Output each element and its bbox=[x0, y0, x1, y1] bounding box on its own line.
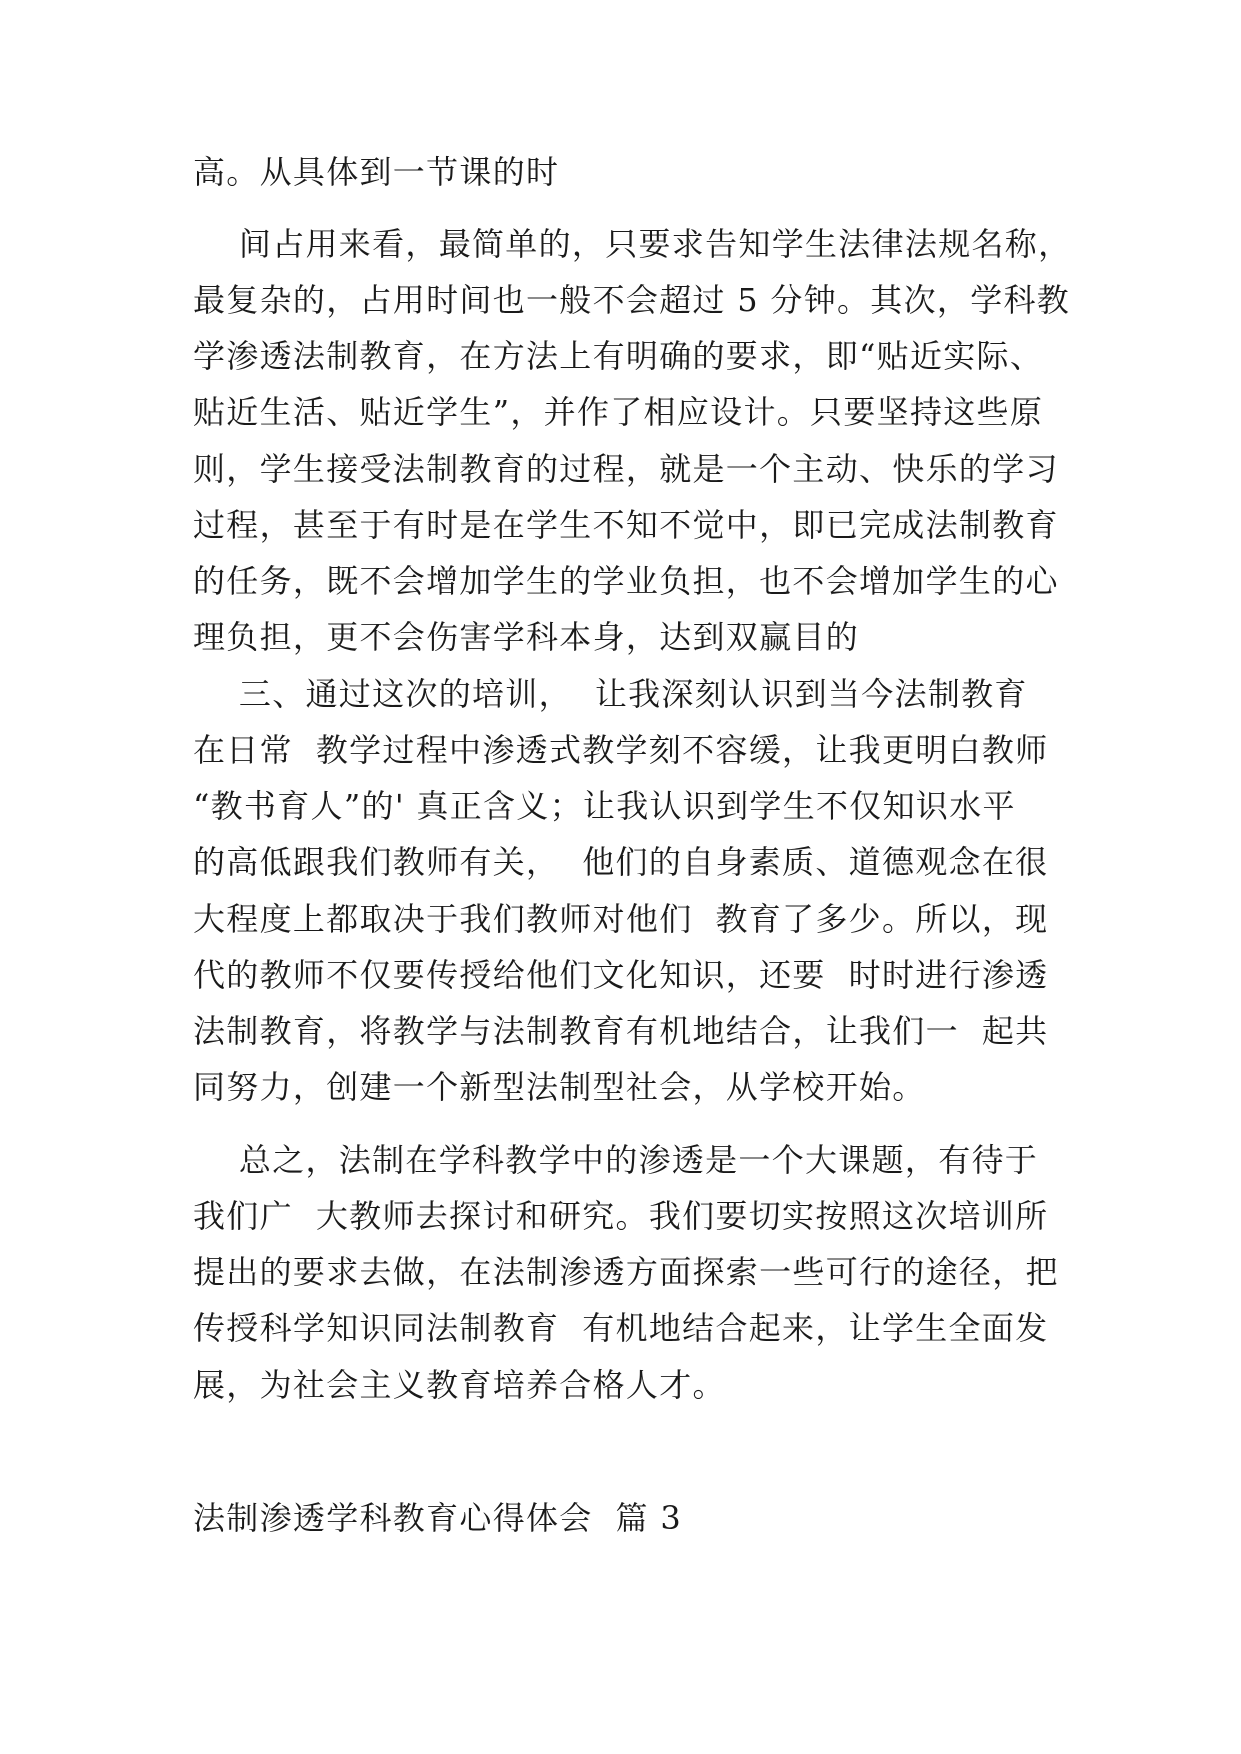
text-line: 代的教师不仅要传授给他们文化知识，还要 时时进行渗透 bbox=[193, 956, 1049, 994]
text-line: 提出的要求去做，在法制渗透方面探索一些可行的途径，把 bbox=[193, 1253, 1059, 1291]
text-line: 过程，甚至于有时是在学生不知不觉中，即已完成法制教育 bbox=[193, 506, 1059, 544]
text-line: 同努力，创建一个新型法制型社会，从学校开始。 bbox=[193, 1068, 926, 1106]
text-line: 大程度上都取决于我们教师对他们 教育了多少。所以，现 bbox=[193, 900, 1049, 938]
text-line: 传授科学知识同法制教育 有机地结合起来，让学生全面发 bbox=[193, 1309, 1049, 1347]
text-line: 理负担，更不会伤害学科本身，达到双赢目的 bbox=[193, 618, 860, 656]
text-line: 最复杂的，占用时间也一般不会超过 5 分钟。其次，学科教 bbox=[193, 281, 1071, 319]
text-line: 的任务，既不会增加学生的学业负担，也不会增加学生的心 bbox=[193, 562, 1059, 600]
text-line: 我们广 大教师去探讨和研究。我们要切实按照这次培训所 bbox=[193, 1197, 1049, 1235]
text-line: 展，为社会主义教育培养合格人才。 bbox=[193, 1366, 726, 1404]
text-line: 则，学生接受法制教育的过程，就是一个主动、快乐的学习 bbox=[193, 450, 1059, 488]
section-heading: 法制渗透学科教育心得体会 篇 3 bbox=[193, 1499, 682, 1537]
text-line: 学渗透法制教育，在方法上有明确的要求，即“贴近实际、 bbox=[193, 337, 1044, 375]
text-line: 三、通过这次的培训， 让我深刻认识到当今法制教育 bbox=[193, 675, 1028, 713]
text-line: “教书育人”的' 真正含义；让我认识到学生不仅知识水平 bbox=[193, 787, 1016, 825]
text-line: 贴近生活、贴近学生”，并作了相应设计。只要坚持这些原 bbox=[193, 393, 1044, 431]
text-line: 在日常 教学过程中渗透式教学刻不容缓，让我更明白教师 bbox=[193, 731, 1049, 769]
text-line: 高。从具体到一节课的时 bbox=[193, 153, 560, 191]
text-line: 总之，法制在学科教学中的渗透是一个大课题，有待于 bbox=[193, 1141, 1039, 1179]
text-line: 的高低跟我们教师有关， 他们的自身素质、道德观念在很 bbox=[193, 843, 1049, 881]
text-line: 间占用来看，最简单的，只要求告知学生法律法规名称， bbox=[193, 225, 1072, 263]
text-line: 法制教育，将教学与法制教育有机地结合，让我们一 起共 bbox=[193, 1012, 1049, 1050]
